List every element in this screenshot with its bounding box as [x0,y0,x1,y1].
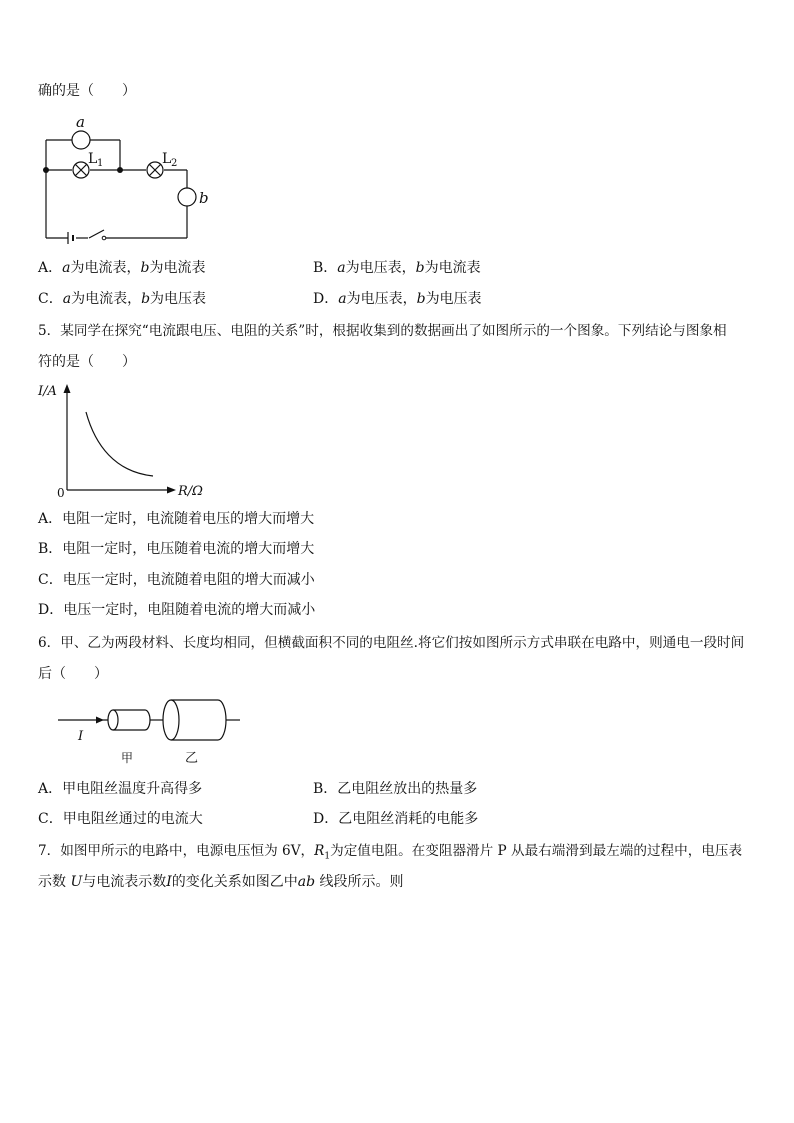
q4-option-c[interactable]: C．a为电流表，b为电压表 [38,291,207,307]
q5-option-b[interactable]: B．电阻一定时，电压随着电流的增大而增大 [38,541,315,557]
meter-b-label: b [199,189,209,207]
q7-stem-line1: 7．如图甲所示的电路中，电源电压恒为 6V，$R_1$为定值电阻。在变阻器滑片 P 从最右端滑到最左端的过程中，电压表 [38,843,743,862]
meter-a-label: a [76,113,85,131]
q6-option-a[interactable]: A．甲电阻丝温度升高得多 [38,781,203,797]
wire-yi-label: 乙 [185,751,199,766]
graph-x-label: R/Ω [178,484,203,499]
q7-stem-line2: 示数 U与电流表示数I的变化关系如图乙中ab 线段所示。则 [38,874,404,890]
wire-jia-icon [108,710,118,730]
q5-option-c[interactable]: C．电压一定时，电流随着电阻的增大而减小 [38,572,315,588]
graph-origin-label: 0 [57,486,65,500]
q6-option-c[interactable]: C．甲电阻丝通过的电流大 [38,811,203,827]
wire-yi-icon [163,700,179,740]
q4-stem-tail: 确的是（ ） [38,83,136,99]
wire-jia-label: 甲 [121,751,134,765]
q6-stem-line2: 后（ ） [38,666,108,682]
q5-stem-line1: 5．某同学在探究“电流跟电压、电阻的关系”时，根据收集到的数据画出了如图所示的一个图象。下列结论与图象相 [38,323,727,339]
current-label: I [78,729,84,744]
q5-option-d[interactable]: D．电压一定时，电阻随着电流的增大而减小 [38,602,316,618]
lamp-l1-sub: 1 [97,158,104,169]
lamp-l1-label: L [88,151,98,167]
q4-option-b[interactable]: B．a为电压表，b为电流表 [313,260,481,276]
q5-stem-line2: 符的是（ ） [38,354,136,370]
q6-stem-line1: 6．甲、乙为两段材料、长度均相同，但横截面积不同的电阻丝.将它们按如图所示方式串联在电路中，则通电一段时间 [38,635,745,651]
graph-y-label: I/A [38,384,57,399]
q6-option-b[interactable]: B．乙电阻丝放出的热量多 [313,781,478,797]
q5-option-a[interactable]: A．电阻一定时，电流随着电压的增大而增大 [38,511,315,527]
current-arrow-icon [96,717,104,724]
q4-option-d[interactable]: D．a为电压表，b为电压表 [313,291,482,307]
lamp-l2-label: L [162,151,172,167]
q6-option-d[interactable]: D．乙电阻丝消耗的电能多 [313,811,479,827]
lamp-l2-sub: 2 [171,158,178,169]
q4-option-a[interactable]: A．a为电流表，b为电流表 [38,260,206,276]
